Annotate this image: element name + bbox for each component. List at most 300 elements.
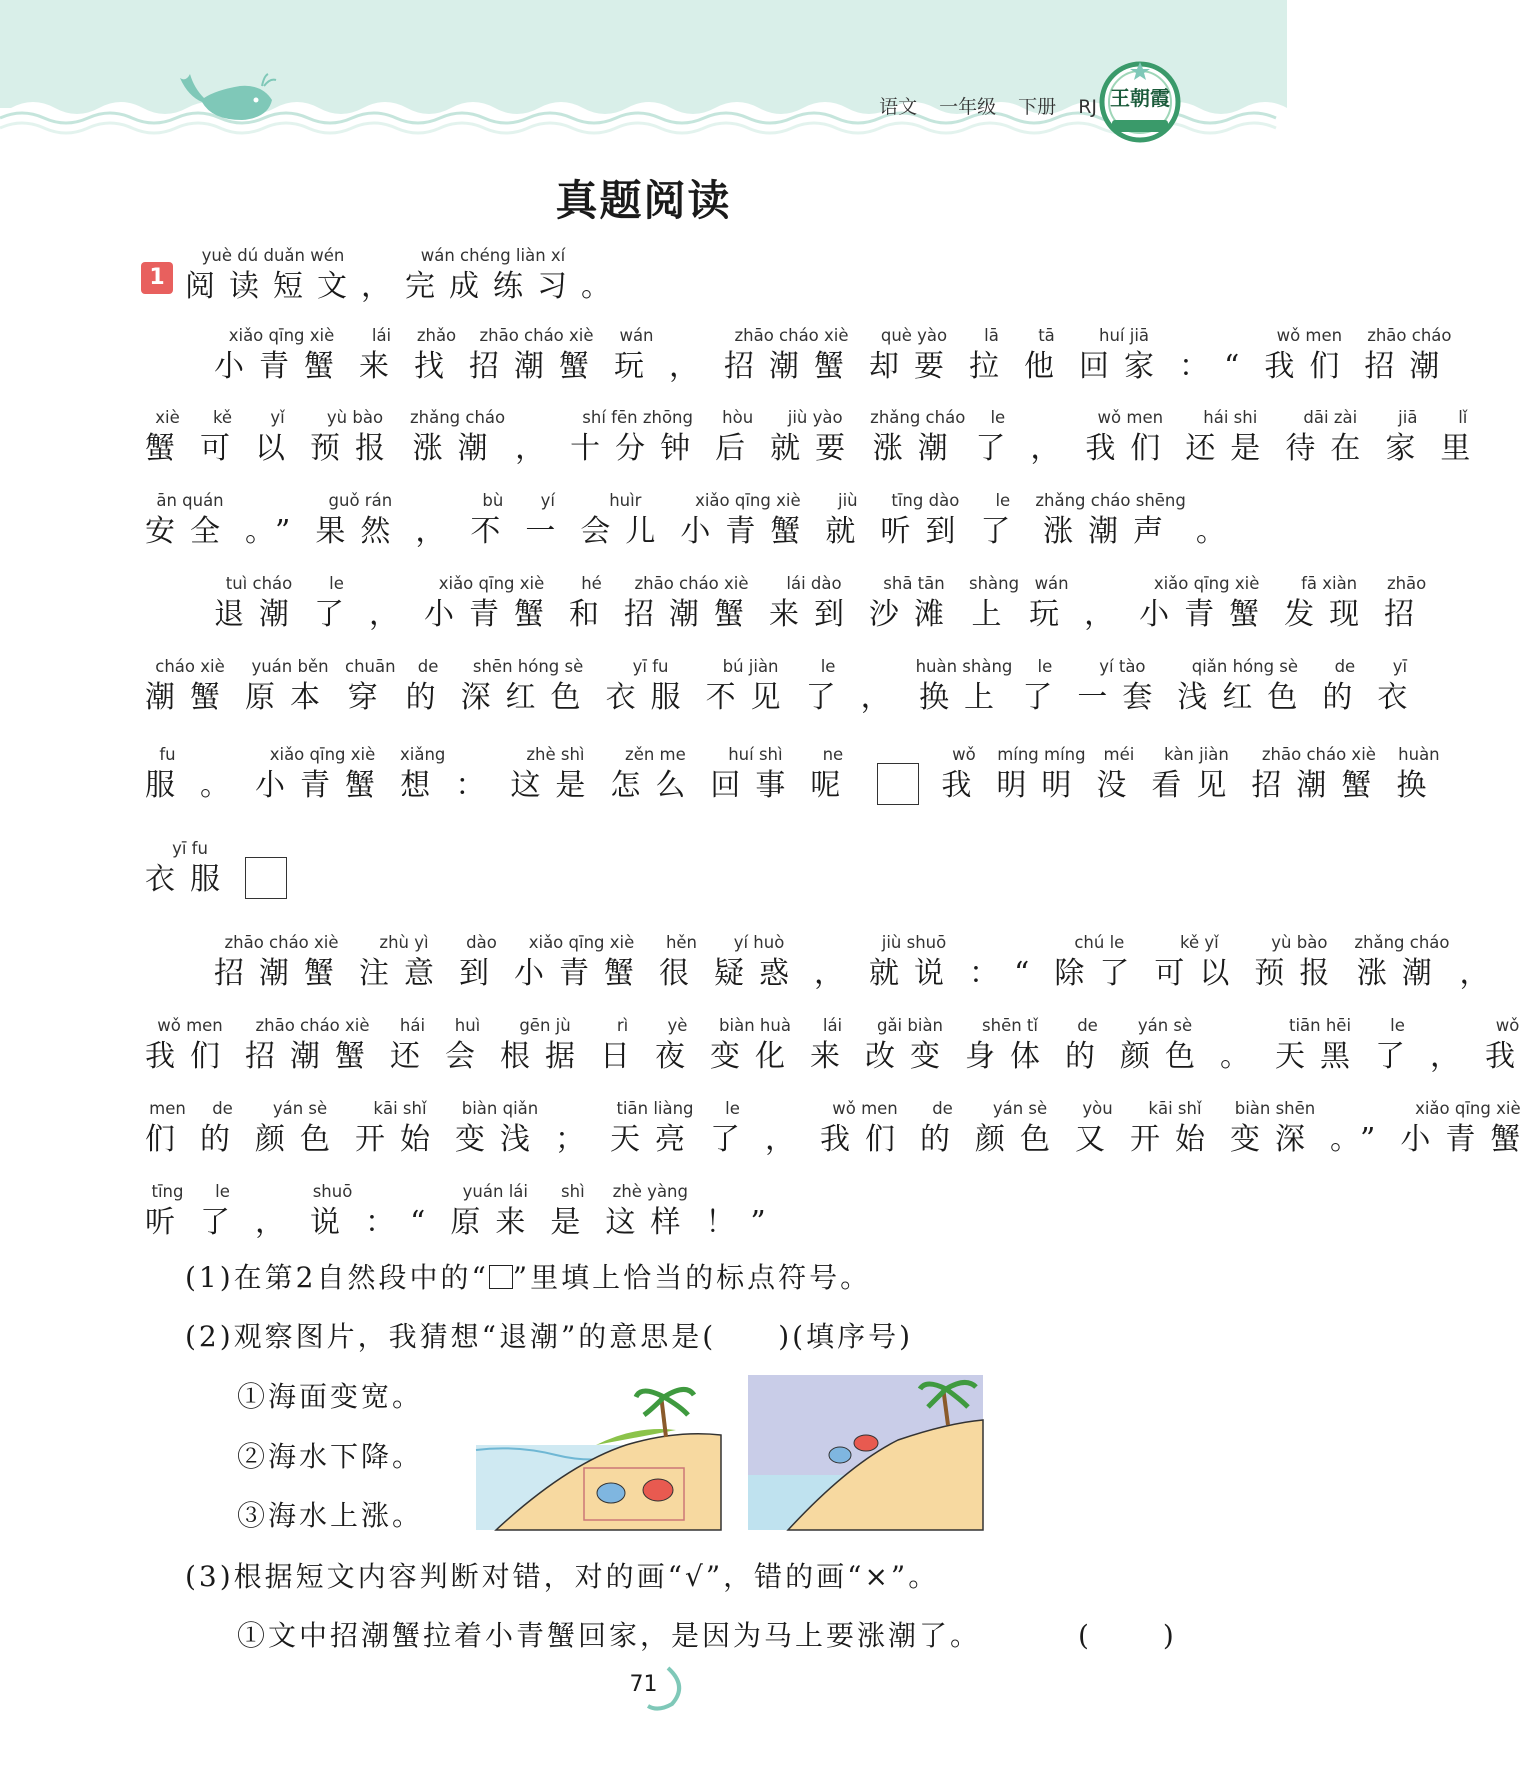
pinyin: le [725,1099,740,1118]
pinyin: hái shi [1203,408,1258,427]
hanzi: 和 [569,597,614,632]
ruby-word [996,743,1086,805]
pinyin: tiān hēi [1288,1016,1352,1035]
passage-line-9 [145,1014,1530,1076]
ruby-word [869,324,959,386]
hanzi: 的 [1065,1039,1110,1074]
hanzi: 会儿 [580,514,671,549]
hanzi: 招潮蟹 [724,349,859,384]
brand-name: 王朝霞 [1110,86,1170,110]
pinyin: shàng [969,574,1020,593]
pinyin [555,1097,600,1121]
hanzi: 除了 [1054,956,1145,991]
pinyin: míng míng [997,745,1086,764]
hanzi: 。 [1195,514,1241,549]
hanzi: ， [814,956,859,991]
pinyin [814,931,859,955]
punctuation [1179,324,1254,386]
pinyin: huìr [609,491,642,510]
pinyin: xiǎng [400,745,446,764]
pinyin: tiān liàng [616,1099,694,1118]
hanzi: 蟹 [145,431,190,466]
ruby-word [315,489,405,551]
pinyin: fā xiàn [1301,574,1358,593]
question-instruction [185,244,625,306]
hanzi: 又 [1075,1122,1120,1157]
hanzi: 预报 [1254,956,1345,991]
ruby-word [869,931,959,993]
punctuation [255,1180,300,1242]
option-3[interactable]: ③海水上涨。 [237,1499,424,1532]
ruby-word [1177,655,1312,717]
punctuation-blank-box[interactable] [877,763,919,805]
option-2[interactable]: ②海水下降。 [237,1440,424,1473]
ruby-word [310,1180,355,1242]
pinyin: zhāo [1386,574,1427,593]
hanzi: 我们 [1264,349,1355,384]
ruby-word [580,489,670,551]
beach-picture-high-tide [748,1375,983,1530]
pinyin: lǐ [1458,408,1468,427]
pinyin: wǒ men [1097,408,1164,427]
hanzi: 听 [145,1205,190,1240]
ruby-word [1377,655,1422,717]
ruby-word [185,244,361,306]
pinyin [361,244,405,268]
punctuation [705,1180,780,1242]
hanzi: 了 [314,597,359,632]
pinyin: zhǎng cháo [870,408,966,427]
hanzi: 小青蟹 [514,956,649,991]
pinyin: xiè [155,408,180,427]
passage-line-3 [145,489,1241,551]
pinyin: chú le [1074,933,1125,952]
hanzi: 。” [1330,1122,1391,1157]
ruby-word [1130,1097,1220,1159]
hanzi: ：“ [969,956,1045,991]
punctuation [415,489,460,551]
page-title: 真题阅读 [555,176,732,225]
hanzi: 就说 [869,956,959,991]
hanzi: 颜色 [255,1122,345,1157]
ruby-word [200,1180,245,1242]
hanzi: 我 [1485,1039,1530,1074]
ruby-word [975,1097,1065,1159]
pinyin: gǎi biàn [876,1016,944,1035]
pinyin [1179,324,1254,348]
hanzi: 了 [200,1205,245,1240]
hanzi: 这是 [510,768,601,803]
ruby-word [710,1014,800,1076]
hanzi: 注意 [359,956,449,991]
pinyin: kāi shǐ [1148,1099,1202,1118]
pinyin: wǒ men [157,1016,223,1035]
pinyin: zhāo cháo xiè [734,326,849,345]
ruby-word [820,1097,910,1159]
hanzi: 待在 [1285,431,1376,466]
pinyin: què yào [880,326,948,345]
pinyin: zhǎng cháo [410,408,506,427]
hanzi: 小青蟹 [255,768,390,803]
ruby-word [145,1180,190,1242]
pinyin: zěn me [625,745,686,764]
hanzi: ！” [705,1205,781,1240]
pinyin: jiù [838,491,858,510]
hanzi: 听到 [880,514,971,549]
hanzi: ， [369,597,414,632]
page-number-text: 71 [629,1672,658,1697]
hanzi: 我们 [1085,431,1176,466]
ruby-word [1400,1097,1535,1159]
hanzi: ：“ [365,1205,441,1240]
ruby-word [200,406,245,468]
pinyin: yuán lái [462,1182,528,1201]
ruby-word [514,931,649,993]
ruby-word [600,1014,645,1076]
ruby-word [1096,743,1141,805]
pinyin: shí fēn zhōng [582,408,693,427]
ruby-word [345,655,396,717]
hanzi: 。 [1220,1039,1265,1074]
passage-line-6 [145,743,1441,805]
hanzi: ， [361,269,405,304]
hanzi: 涨潮 [872,431,963,466]
pinyin: hé [581,574,602,593]
ruby-word [406,655,451,717]
pinyin [861,655,906,679]
pinyin [581,244,625,268]
hanzi: 根据 [500,1039,590,1074]
pinyin: le [1037,657,1053,676]
hanzi: 回家 [1079,349,1169,384]
hanzi: 们 [145,1122,190,1157]
pinyin: huí jiā [1098,326,1150,345]
question-number-badge: 1 [141,262,173,294]
pinyin: yù bào [1271,933,1328,952]
pinyin: de [1334,657,1356,676]
pinyin: jiù yào [787,408,843,427]
pinyin [765,1097,810,1121]
passage-line-11 [145,1180,781,1242]
hanzi: 发现 [1284,597,1375,632]
subquestion-2: (2)观察图片，我猜想“退潮”的意思是( )(填序号) [185,1320,913,1353]
pinyin: xiǎo qīng xiè [1153,574,1260,593]
ruby-word [1384,572,1429,634]
square-symbol [489,1265,513,1289]
hanzi: 招潮 [1364,349,1455,384]
pinyin [705,1180,780,1204]
hanzi: 说 [310,1205,355,1240]
ruby-word [1354,931,1449,993]
pinyin: lái [371,326,392,345]
hanzi: 就要 [770,431,861,466]
ruby-word [941,743,986,805]
pinyin: tīng [151,1182,184,1201]
hanzi: 天亮 [610,1122,700,1157]
pinyin: tīng dào [891,491,960,510]
ruby-word [714,931,804,993]
hanzi: 拉 [969,349,1014,384]
hanzi: 呢 [810,768,856,803]
ruby-word [450,1180,540,1242]
pinyin: zhāo cháo [1367,326,1452,345]
pinyin: le [215,1182,230,1201]
ruby-word [916,655,1013,717]
pinyin: ān quán [156,491,224,510]
pinyin: le [329,574,344,593]
hanzi: 了 [805,680,851,715]
ruby-word [245,1014,380,1076]
hanzi: 还是 [1185,431,1276,466]
pinyin: le [820,657,836,676]
ruby-word [975,406,1020,468]
beach-picture-low-tide [476,1375,721,1530]
punctuation [1430,1014,1475,1076]
pinyin: fu [159,745,176,764]
hanzi: ， [1459,956,1505,991]
pinyin: huàn shàng [915,657,1013,676]
ruby-word [869,572,959,634]
pinyin: zhè shì [526,745,585,764]
ruby-word [965,1014,1055,1076]
hanzi: 是 [550,1205,596,1240]
ruby-word [570,406,705,468]
hanzi: 了 [1022,680,1068,715]
pinyin: kě [212,408,233,427]
hanzi: 可以 [1154,956,1245,991]
hanzi: 涨潮 [412,431,503,466]
ruby-word [969,572,1019,634]
hanzi: ， [669,349,714,384]
hanzi: 上 [971,597,1017,632]
answer-blank[interactable]: ( ) [1078,1619,1180,1652]
ruby-word [314,572,359,634]
ruby-word [214,324,349,386]
ruby-word [245,655,335,717]
ruby-word [710,743,800,805]
pinyin: yī [1392,657,1408,676]
pinyin: ne [822,745,844,764]
punctuation [515,406,560,468]
ruby-word [569,572,614,634]
ruby-word [810,1014,855,1076]
ruby-word [1375,1014,1420,1076]
hanzi: 招潮蟹 [245,1039,380,1074]
hanzi: 开始 [1130,1122,1220,1157]
hanzi: 衣 [1377,680,1423,715]
hanzi: 招潮蟹 [624,597,759,632]
ruby-word [390,1014,435,1076]
ruby-word [1275,1014,1365,1076]
ruby-word [806,655,851,717]
pinyin: zhǎng cháo shēng [1035,491,1186,510]
ruby-word [655,1014,700,1076]
pinyin: yī fu [172,839,208,858]
hanzi: 很 [659,956,704,991]
ruby-word [145,1097,190,1159]
hanzi: 颜色 [1120,1039,1210,1074]
hanzi: 我们 [820,1122,910,1157]
pinyin [415,489,460,513]
ruby-word [1385,406,1430,468]
pinyin [1196,489,1241,513]
pinyin: yuè dú duǎn wén [201,246,345,265]
hanzi: 变深 [1230,1122,1320,1157]
pinyin [1430,1014,1475,1038]
hanzi: 衣服 [145,862,235,897]
pinyin: wán [619,326,654,345]
hanzi: 小青蟹 [680,514,816,549]
pinyin [1460,931,1505,955]
hanzi: 颜色 [975,1122,1065,1157]
ruby-word [1029,572,1074,634]
ruby-word [710,1097,755,1159]
ruby-word [610,743,700,805]
hanzi: 以 [255,431,300,466]
hanzi: 却要 [869,349,959,384]
hanzi: 招潮蟹 [1251,768,1387,803]
pinyin: zhāo cháo xiè [479,326,594,345]
ruby-word [255,743,390,805]
pinyin: dāi zài [1303,408,1358,427]
pinyin: tuì cháo [225,574,293,593]
header-meta [857,92,1097,119]
ruby-word [550,1180,595,1242]
ruby-word [214,572,304,634]
hanzi: 家 [1385,431,1431,466]
page-number-swirl [628,1662,688,1712]
hanzi: ， [860,680,906,715]
punctuation-blank-box-2[interactable] [245,857,287,899]
ruby-word [1254,931,1344,993]
ruby-word [770,406,860,468]
subject-label: 语文 [879,96,918,118]
hanzi: 。 [200,768,245,803]
hanzi: ， [765,1122,810,1157]
passage-line-5 [145,655,1422,717]
ruby-word [1485,1014,1530,1076]
ruby-word [424,572,559,634]
ruby-word [1251,743,1386,805]
subquestion-1 [185,1256,871,1296]
ruby-word [969,324,1014,386]
option-1[interactable]: ①海面变宽。 [237,1380,424,1413]
ruby-word [145,837,235,899]
hanzi: 小青蟹 [1139,597,1275,632]
hanzi: 身体 [965,1039,1055,1074]
hanzi: 小青蟹 [1400,1122,1535,1157]
pinyin: wǒ men [832,1099,898,1118]
ruby-word [1120,1014,1210,1076]
ruby-word [1054,931,1144,993]
pinyin: kāi shǐ [373,1099,427,1118]
hanzi: 沙滩 [869,597,959,632]
hanzi: 招潮蟹 [469,349,604,384]
ruby-word [405,244,581,306]
pinyin: zhāo cháo xiè [224,933,339,952]
hanzi: 小青蟹 [424,597,559,632]
pinyin: le [995,491,1011,510]
hanzi: 夜 [655,1039,700,1074]
hanzi: 的 [920,1122,965,1157]
punctuation [555,1097,600,1159]
pinyin: xiǎo qīng xiè [228,326,335,345]
ruby-word [145,1014,235,1076]
pinyin [365,1180,440,1204]
ruby-word [410,406,505,468]
pinyin: yán sè [272,1099,328,1118]
hanzi: ； [555,1122,600,1157]
hanzi: ： [455,768,501,803]
hanzi: 改变 [865,1039,955,1074]
ruby-word [1075,1097,1120,1159]
hanzi: 招 [1384,597,1430,632]
pinyin [1220,1014,1265,1038]
passage-line-10 [145,1097,1535,1159]
ruby-word [255,1097,345,1159]
hanzi: 找 [414,349,459,384]
ruby-word [1285,406,1375,468]
hanzi: 小青蟹 [214,349,349,384]
pinyin: xiǎo qīng xiè [1415,1099,1521,1118]
hanzi: 了 [710,1122,755,1157]
ruby-word [200,1097,245,1159]
hanzi: 就 [825,514,871,549]
pinyin: biàn shēn [1234,1099,1316,1118]
hanzi: 这样 [605,1205,696,1240]
hanzi: 变化 [710,1039,800,1074]
hanzi: 看见 [1151,768,1242,803]
pinyin: tā [1038,326,1055,345]
hanzi: 里 [1440,431,1486,466]
subquestion-3: (3)根据短文内容判断对错，对的画“√”，错的画“×”。 [185,1560,940,1593]
pinyin: wán [1034,574,1069,593]
pinyin [455,743,500,767]
hanzi: 。” [245,514,306,549]
pinyin: chuān [345,657,396,676]
hanzi: 怎么 [610,768,701,803]
hanzi: 不 [470,514,516,549]
ruby-word [1396,743,1441,805]
pinyin [1030,406,1075,430]
pinyin: lái [822,1016,843,1035]
pinyin [515,406,560,430]
hanzi: 潮蟹 [145,680,235,715]
pinyin [1330,1097,1390,1121]
hanzi: 天黑 [1275,1039,1365,1074]
pinyin: zhǎo [416,326,457,345]
ruby-word [461,655,596,717]
hanzi: 玩 [1029,597,1075,632]
ruby-word [1077,655,1167,717]
punctuation [200,743,245,805]
hanzi: 的 [405,680,451,715]
pinyin: zhè yàng [612,1182,688,1201]
pinyin: yán sè [992,1099,1048,1118]
ruby-word [614,324,659,386]
pinyin: lái dào [786,574,842,593]
hanzi: 我们 [145,1039,235,1074]
punctuation [1330,1097,1390,1159]
pinyin: xiǎo qīng xiè [438,574,545,593]
pinyin: xiǎo qīng xiè [269,745,376,764]
punctuation [861,655,906,717]
pinyin: yí tào [1099,657,1146,676]
pinyin: dào [466,933,497,952]
ruby-word [706,655,796,717]
hanzi: 了 [1375,1039,1420,1074]
hanzi: 没 [1096,768,1142,803]
